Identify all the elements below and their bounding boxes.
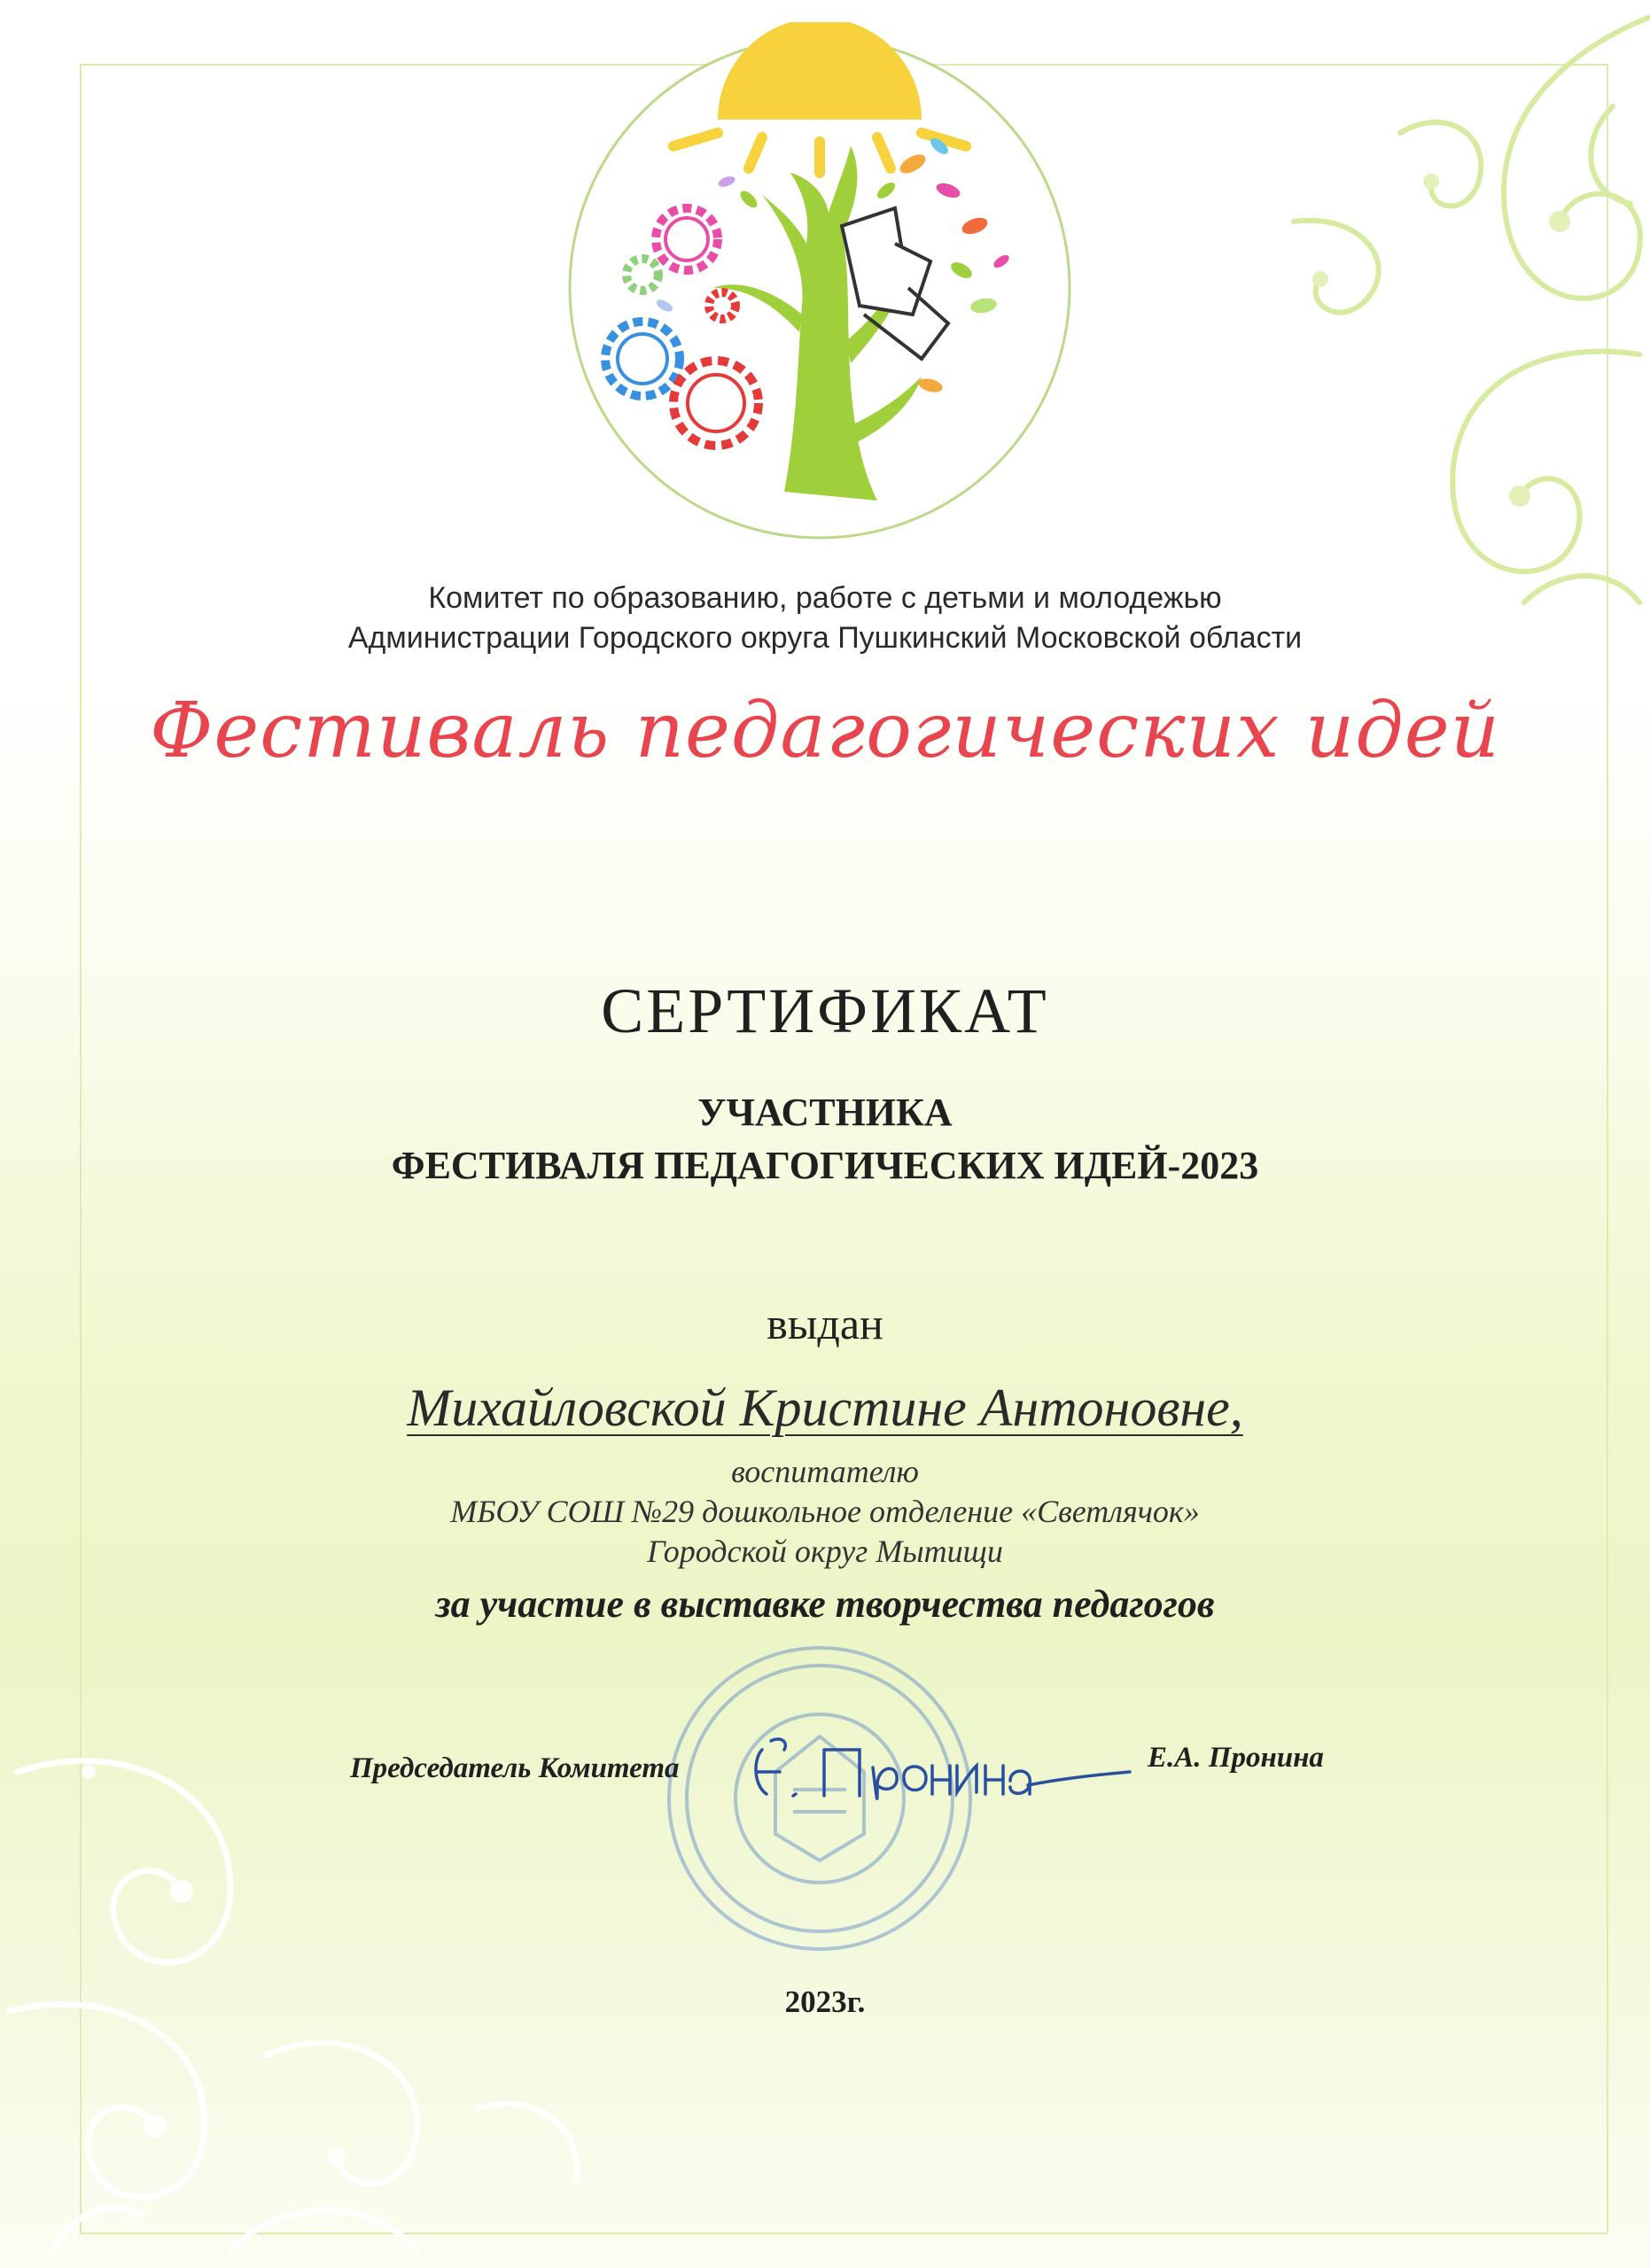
signatory-name: Е.А. Пронина <box>1148 1742 1324 1774</box>
signatory-role: Председатель Комитета <box>350 1752 680 1784</box>
issued-label: выдан <box>767 1299 883 1348</box>
handwritten-signature <box>744 1723 1134 1807</box>
award-reason: за участие в выставке творчества педагогов <box>435 1582 1215 1626</box>
recipient-organization: МБОУ СОШ №29 дошкольное отделение «Светлячок» <box>450 1494 1200 1529</box>
tree-logo-icon <box>558 22 1081 545</box>
recipient-position: воспитателю <box>731 1454 919 1489</box>
certificate-year: 2023г. <box>784 1984 866 2019</box>
swirl-ornament-icon <box>1028 0 1650 638</box>
festival-title: Фестиваль педагогических идей <box>149 687 1501 775</box>
certificate-title: СЕРТИФИКАТ <box>601 975 1049 1046</box>
committee-line-1: Комитет по образованию, работе с детьми и молодежью <box>428 581 1222 615</box>
committee-line-2: Администрации Городского округа Пушкинский Московской области <box>347 621 1303 655</box>
recipient-name: Михайловской Кристине Антоновне, <box>407 1379 1243 1437</box>
recipient-district: Городской округ Мытищи <box>647 1534 1003 1569</box>
certificate-subtitle-2: ФЕСТИВАЛЯ ПЕДАГОГИЧЕСКИХ ИДЕЙ-2023 <box>391 1144 1259 1187</box>
certificate-subtitle-1: УЧАСТНИКА <box>697 1091 953 1134</box>
